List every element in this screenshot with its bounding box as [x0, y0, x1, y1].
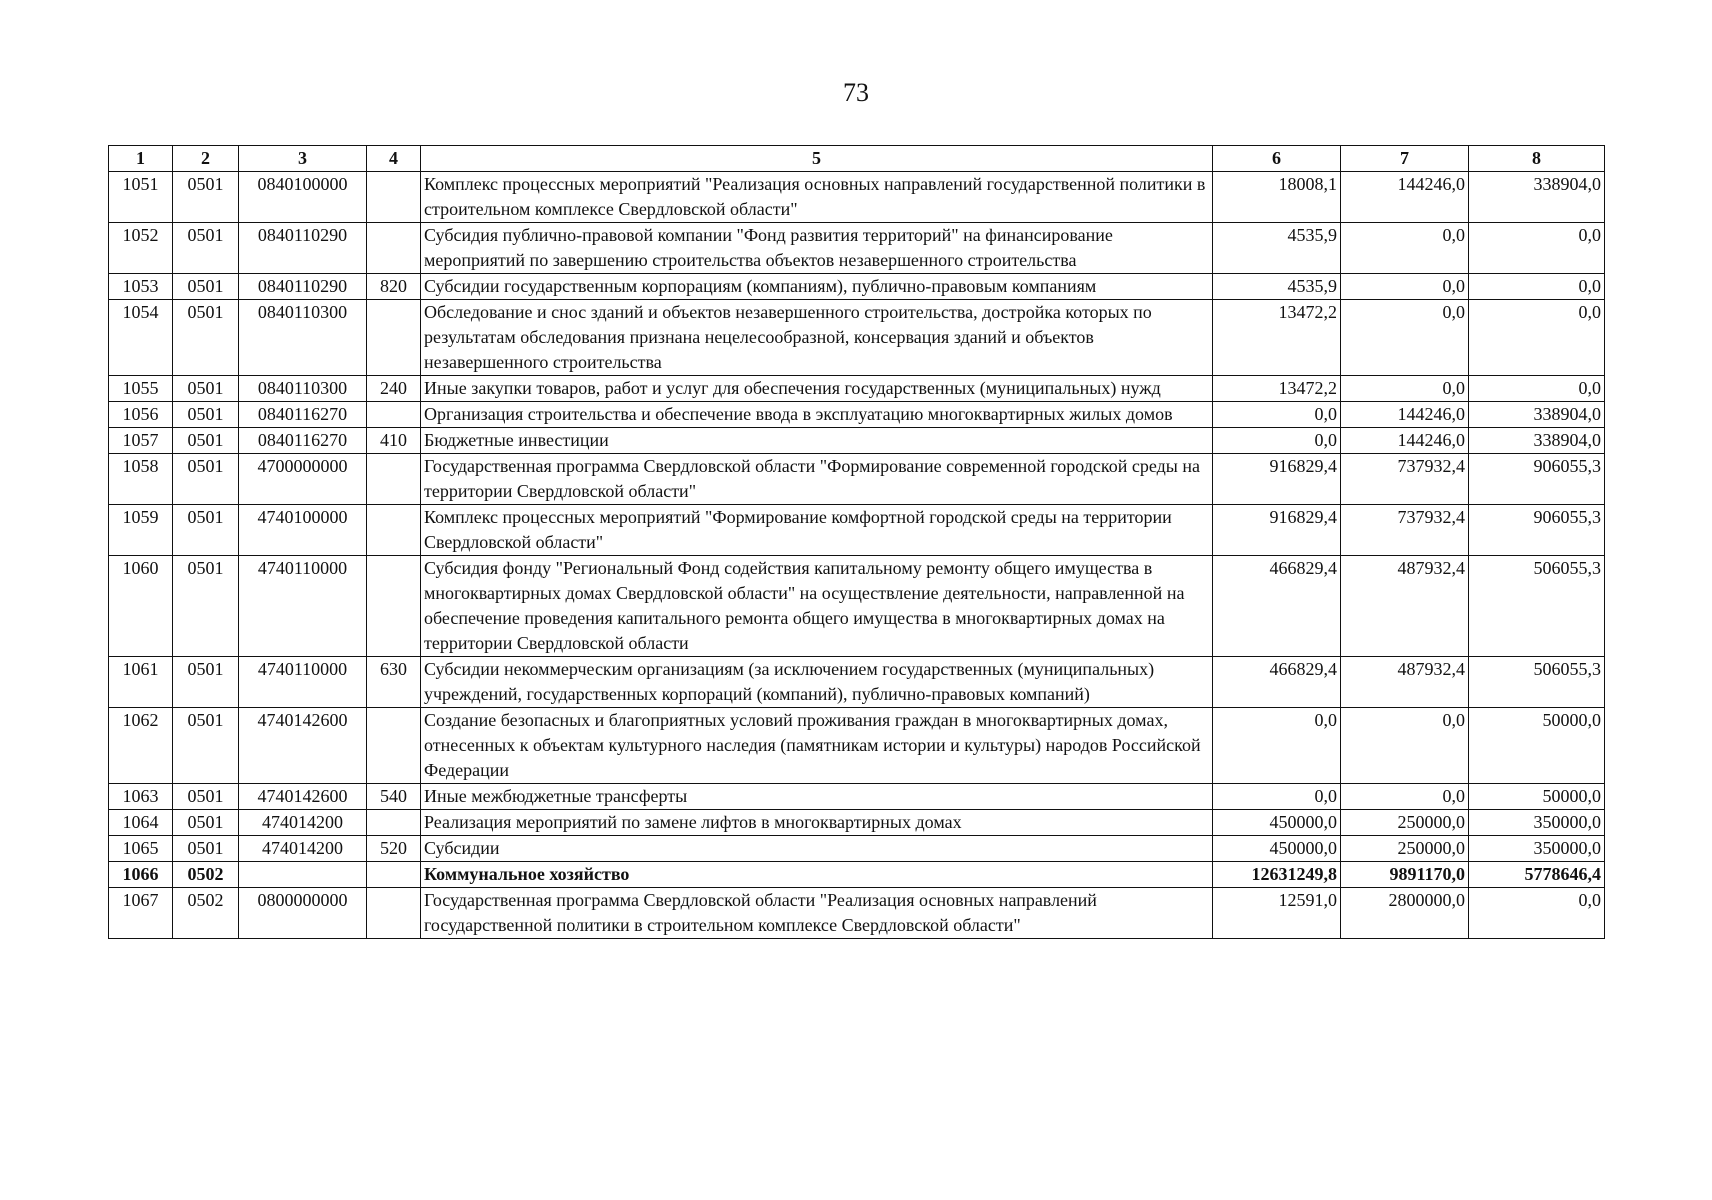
- section-code-cell: 0501: [173, 274, 239, 300]
- target-article-code-cell: 0840110300: [239, 376, 367, 402]
- expense-type-code-cell: 520: [367, 836, 421, 862]
- amount-col-8-cell: 350000,0: [1469, 836, 1605, 862]
- row-number-cell: 1051: [109, 172, 173, 223]
- column-header-7: 7: [1341, 146, 1469, 172]
- description-cell: Государственная программа Свердловской области "Формирование современной городской среды на территории Свердловской области": [421, 454, 1213, 505]
- row-number-cell: 1060: [109, 556, 173, 657]
- amount-col-6-cell: 4535,9: [1213, 223, 1341, 274]
- description-cell: Организация строительства и обеспечение ввода в эксплуатацию многоквартирных жилых домов: [421, 402, 1213, 428]
- amount-col-8-cell: 0,0: [1469, 888, 1605, 939]
- row-number-cell: 1063: [109, 784, 173, 810]
- target-article-code-cell: 4740142600: [239, 784, 367, 810]
- amount-col-8-cell: 906055,3: [1469, 454, 1605, 505]
- table-row: [109, 556, 1605, 657]
- expense-type-code-cell: [367, 556, 421, 657]
- amount-col-7-cell: 737932,4: [1341, 505, 1469, 556]
- table-row: [109, 172, 1605, 223]
- expense-type-code-cell: [367, 300, 421, 376]
- row-number-cell: 1053: [109, 274, 173, 300]
- amount-col-7-cell: 144246,0: [1341, 172, 1469, 223]
- table-row: [109, 862, 1605, 888]
- description-cell: Государственная программа Свердловской области "Реализация основных направлений государственной политики в строительном комплексе Свердловской области": [421, 888, 1213, 939]
- row-number-cell: 1061: [109, 657, 173, 708]
- row-number-cell: 1057: [109, 428, 173, 454]
- amount-col-6-cell: 13472,2: [1213, 300, 1341, 376]
- amount-col-7-cell: 0,0: [1341, 784, 1469, 810]
- amount-col-7-cell: 0,0: [1341, 274, 1469, 300]
- section-code-cell: 0501: [173, 556, 239, 657]
- section-code-cell: 0501: [173, 172, 239, 223]
- amount-col-7-cell: 2800000,0: [1341, 888, 1469, 939]
- column-header-6: 6: [1213, 146, 1341, 172]
- row-number-cell: 1052: [109, 223, 173, 274]
- amount-col-6-cell: 466829,4: [1213, 556, 1341, 657]
- table-row: [109, 274, 1605, 300]
- section-code-cell: 0501: [173, 657, 239, 708]
- column-header-4: 4: [367, 146, 421, 172]
- amount-col-8-cell: 338904,0: [1469, 172, 1605, 223]
- target-article-code-cell: 0840116270: [239, 402, 367, 428]
- amount-col-7-cell: 250000,0: [1341, 836, 1469, 862]
- expense-type-code-cell: 630: [367, 657, 421, 708]
- table-row: [109, 810, 1605, 836]
- section-code-cell: 0502: [173, 862, 239, 888]
- table-row: [109, 708, 1605, 784]
- row-number-cell: 1062: [109, 708, 173, 784]
- target-article-code-cell: 0800000000: [239, 888, 367, 939]
- row-number-cell: 1055: [109, 376, 173, 402]
- amount-col-8-cell: 506055,3: [1469, 657, 1605, 708]
- description-cell: Субсидии: [421, 836, 1213, 862]
- description-cell: Субсидии государственным корпорациям (компаниям), публично-правовым компаниям: [421, 274, 1213, 300]
- amount-col-8-cell: 50000,0: [1469, 708, 1605, 784]
- table-row: [109, 836, 1605, 862]
- amount-col-8-cell: 350000,0: [1469, 810, 1605, 836]
- table-header-row: [109, 146, 1605, 172]
- amount-col-6-cell: 12631249,8: [1213, 862, 1341, 888]
- expense-type-code-cell: [367, 223, 421, 274]
- expense-type-code-cell: [367, 810, 421, 836]
- table-row: [109, 300, 1605, 376]
- description-cell: Иные межбюджетные трансферты: [421, 784, 1213, 810]
- amount-col-6-cell: 450000,0: [1213, 836, 1341, 862]
- table-row: [109, 657, 1605, 708]
- amount-col-6-cell: 466829,4: [1213, 657, 1341, 708]
- table-row: [109, 784, 1605, 810]
- description-cell: Субсидия публично-правовой компании "Фонд развития территорий" на финансирование мероприятий по завершению строительства объектов незавершенного строительства: [421, 223, 1213, 274]
- expense-type-code-cell: [367, 888, 421, 939]
- description-cell: Создание безопасных и благоприятных условий проживания граждан в многоквартирных домах, отнесенных к объектам культурного наследия (памятникам истории и культуры) народов Российской Федерации: [421, 708, 1213, 784]
- amount-col-6-cell: 0,0: [1213, 784, 1341, 810]
- table-body: [109, 172, 1605, 939]
- expense-type-code-cell: [367, 505, 421, 556]
- section-code-cell: 0501: [173, 402, 239, 428]
- amount-col-8-cell: 338904,0: [1469, 428, 1605, 454]
- column-header-5: 5: [421, 146, 1213, 172]
- table-row: [109, 376, 1605, 402]
- description-cell: Бюджетные инвестиции: [421, 428, 1213, 454]
- table-row: [109, 402, 1605, 428]
- amount-col-6-cell: 4535,9: [1213, 274, 1341, 300]
- amount-col-7-cell: 250000,0: [1341, 810, 1469, 836]
- column-header-1: 1: [109, 146, 173, 172]
- target-article-code-cell: 4700000000: [239, 454, 367, 505]
- section-code-cell: 0501: [173, 836, 239, 862]
- table-row: [109, 505, 1605, 556]
- column-header-2: 2: [173, 146, 239, 172]
- amount-col-8-cell: 0,0: [1469, 223, 1605, 274]
- amount-col-6-cell: 916829,4: [1213, 454, 1341, 505]
- amount-col-7-cell: 144246,0: [1341, 402, 1469, 428]
- target-article-code-cell: 0840100000: [239, 172, 367, 223]
- amount-col-6-cell: 0,0: [1213, 402, 1341, 428]
- description-cell: Субсидия фонду "Региональный Фонд содействия капитальному ремонту общего имущества в многоквартирных домах Свердловской области" на осуществление деятельности, направленной на обеспечение проведения капитального ремонта общего имущества в многоквартирных домах на территории Свердловской области: [421, 556, 1213, 657]
- amount-col-6-cell: 0,0: [1213, 428, 1341, 454]
- section-code-cell: 0501: [173, 784, 239, 810]
- target-article-code-cell: 0840110300: [239, 300, 367, 376]
- row-number-cell: 1058: [109, 454, 173, 505]
- expense-type-code-cell: [367, 172, 421, 223]
- section-code-cell: 0501: [173, 223, 239, 274]
- amount-col-6-cell: 0,0: [1213, 708, 1341, 784]
- column-header-8: 8: [1469, 146, 1605, 172]
- column-header-3: 3: [239, 146, 367, 172]
- amount-col-8-cell: 506055,3: [1469, 556, 1605, 657]
- description-cell: Комплекс процессных мероприятий "Реализация основных направлений государственной политики в строительном комплексе Свердловской области": [421, 172, 1213, 223]
- target-article-code-cell: 4740110000: [239, 556, 367, 657]
- table-row: [109, 428, 1605, 454]
- expense-type-code-cell: 240: [367, 376, 421, 402]
- amount-col-6-cell: 13472,2: [1213, 376, 1341, 402]
- amount-col-8-cell: 0,0: [1469, 274, 1605, 300]
- row-number-cell: 1059: [109, 505, 173, 556]
- section-code-cell: 0501: [173, 454, 239, 505]
- target-article-code-cell: 0840116270: [239, 428, 367, 454]
- amount-col-7-cell: 487932,4: [1341, 657, 1469, 708]
- expense-type-code-cell: [367, 862, 421, 888]
- target-article-code-cell: 4740110000: [239, 657, 367, 708]
- section-code-cell: 0501: [173, 376, 239, 402]
- section-code-cell: 0501: [173, 428, 239, 454]
- expense-type-code-cell: 820: [367, 274, 421, 300]
- expense-type-code-cell: [367, 708, 421, 784]
- amount-col-6-cell: 916829,4: [1213, 505, 1341, 556]
- target-article-code-cell: 0840110290: [239, 274, 367, 300]
- description-cell: Субсидии некоммерческим организациям (за исключением государственных (муниципальных) учреждений, государственных корпораций (компаний), публично-правовых компаний): [421, 657, 1213, 708]
- amount-col-7-cell: 0,0: [1341, 708, 1469, 784]
- description-cell: Комплекс процессных мероприятий "Формирование комфортной городской среды на территории Свердловской области": [421, 505, 1213, 556]
- expense-type-code-cell: [367, 402, 421, 428]
- target-article-code-cell: 4740100000: [239, 505, 367, 556]
- table-row: [109, 454, 1605, 505]
- section-code-cell: 0501: [173, 810, 239, 836]
- row-number-cell: 1056: [109, 402, 173, 428]
- target-article-code-cell: [239, 862, 367, 888]
- amount-col-7-cell: 0,0: [1341, 300, 1469, 376]
- amount-col-7-cell: 487932,4: [1341, 556, 1469, 657]
- description-cell: Иные закупки товаров, работ и услуг для обеспечения государственных (муниципальных) нужд: [421, 376, 1213, 402]
- amount-col-8-cell: 50000,0: [1469, 784, 1605, 810]
- target-article-code-cell: 474014200: [239, 810, 367, 836]
- row-number-cell: 1064: [109, 810, 173, 836]
- section-code-cell: 0502: [173, 888, 239, 939]
- page-number: 73: [843, 78, 869, 107]
- amount-col-7-cell: 9891170,0: [1341, 862, 1469, 888]
- description-cell: Коммунальное хозяйство: [421, 862, 1213, 888]
- row-number-cell: 1065: [109, 836, 173, 862]
- amount-col-7-cell: 144246,0: [1341, 428, 1469, 454]
- amount-col-8-cell: 0,0: [1469, 300, 1605, 376]
- amount-col-8-cell: 0,0: [1469, 376, 1605, 402]
- row-number-cell: 1067: [109, 888, 173, 939]
- amount-col-7-cell: 0,0: [1341, 223, 1469, 274]
- table-row: [109, 223, 1605, 274]
- row-number-cell: 1054: [109, 300, 173, 376]
- amount-col-8-cell: 5778646,4: [1469, 862, 1605, 888]
- description-cell: Обследование и снос зданий и объектов незавершенного строительства, достройка которых по результатам обследования признана нецелесообразной, консервация зданий и объектов незавершенного строительства: [421, 300, 1213, 376]
- expense-type-code-cell: 540: [367, 784, 421, 810]
- amount-col-6-cell: 450000,0: [1213, 810, 1341, 836]
- description-cell: Реализация мероприятий по замене лифтов в многоквартирных домах: [421, 810, 1213, 836]
- target-article-code-cell: 474014200: [239, 836, 367, 862]
- expense-type-code-cell: [367, 454, 421, 505]
- amount-col-6-cell: 12591,0: [1213, 888, 1341, 939]
- amount-col-7-cell: 737932,4: [1341, 454, 1469, 505]
- target-article-code-cell: 4740142600: [239, 708, 367, 784]
- expense-type-code-cell: 410: [367, 428, 421, 454]
- amount-col-8-cell: 906055,3: [1469, 505, 1605, 556]
- target-article-code-cell: 0840110290: [239, 223, 367, 274]
- section-code-cell: 0501: [173, 505, 239, 556]
- table-row: [109, 888, 1605, 939]
- section-code-cell: 0501: [173, 708, 239, 784]
- section-code-cell: 0501: [173, 300, 239, 376]
- row-number-cell: 1066: [109, 862, 173, 888]
- amount-col-8-cell: 338904,0: [1469, 402, 1605, 428]
- amount-col-6-cell: 18008,1: [1213, 172, 1341, 223]
- amount-col-7-cell: 0,0: [1341, 376, 1469, 402]
- budget-table: [108, 145, 1605, 939]
